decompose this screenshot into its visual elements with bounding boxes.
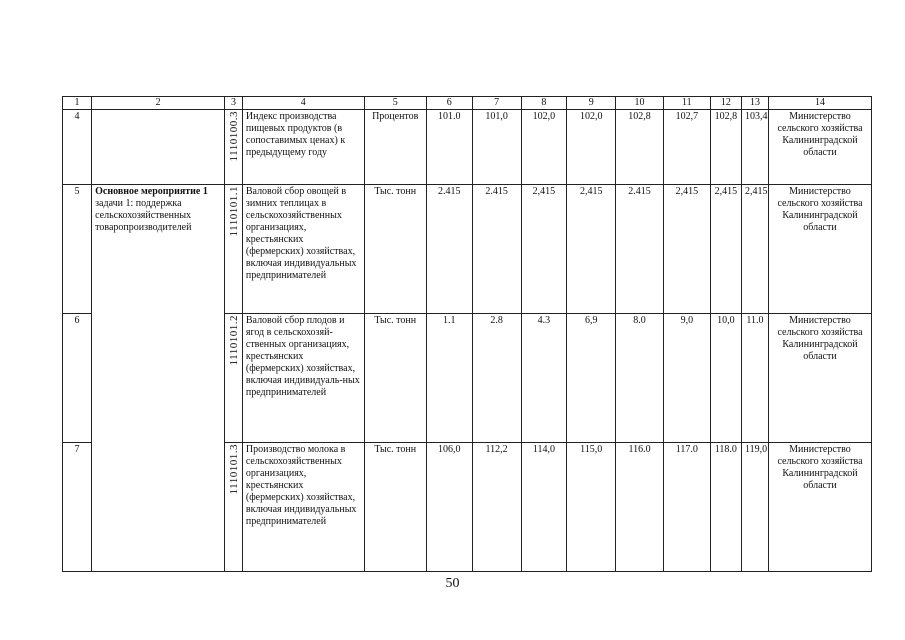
indicator-cell: Индекс производства пищевых продуктов (в сопоставимых ценах) к предыдущему году	[242, 110, 364, 185]
value-cell: 2.415	[616, 185, 664, 314]
indicator-code: 1110100.3	[228, 111, 241, 162]
value-cell: 2.415	[426, 185, 472, 314]
value-cell: 2,415	[663, 185, 710, 314]
header-cell: 6	[426, 97, 472, 110]
header-cell: 8	[521, 97, 567, 110]
unit-cell: Тыс. тонн	[364, 443, 426, 572]
indicator-cell: Валовой сбор овощей в зимних теплицах в сельскохозяйственных организациях, крестьянских (фермерских) хозяйствах, включая индивидуальных предпринимателей	[242, 185, 364, 314]
indicator-code: 1110101.3	[228, 444, 241, 495]
row-number: 6	[63, 314, 92, 443]
indicators-table	[62, 96, 872, 572]
value-cell: 106,0	[426, 443, 472, 572]
value-cell: 117.0	[663, 443, 710, 572]
unit-cell: Тыс. тонн	[364, 314, 426, 443]
value-cell: 2,415	[710, 185, 741, 314]
value-cell: 116.0	[616, 443, 664, 572]
indicator-code: 1110101.2	[228, 315, 241, 366]
event-cell	[92, 185, 225, 572]
header-cell: 5	[364, 97, 426, 110]
row-number: 7	[63, 443, 92, 572]
event-title: Основное мероприятие 1	[95, 186, 208, 197]
value-cell: 6,9	[567, 314, 616, 443]
code-cell	[225, 443, 243, 572]
value-cell: 4.3	[521, 314, 567, 443]
indicator-code: 1110101.1	[228, 186, 241, 237]
value-cell: 118.0	[710, 443, 741, 572]
header-cell: 10	[616, 97, 664, 110]
header-cell: 1	[63, 97, 92, 110]
row-number: 4	[63, 110, 92, 185]
event-description: задачи 1: поддержка сельскохозяйственных товаропроизводителей	[95, 198, 192, 233]
header-cell: 12	[710, 97, 741, 110]
value-cell: 2.415	[472, 185, 521, 314]
responsible-cell: Министерство сельского хозяйства Калининградской области	[768, 185, 871, 314]
responsible-cell: Министерство сельского хозяйства Калининградской области	[768, 443, 871, 572]
code-cell	[225, 314, 243, 443]
value-cell: 1.1	[426, 314, 472, 443]
table-row	[63, 185, 872, 314]
header-cell: 11	[663, 97, 710, 110]
value-cell: 119,0	[741, 443, 768, 572]
row-number: 5	[63, 185, 92, 314]
value-cell: 11.0	[741, 314, 768, 443]
unit-cell: Тыс. тонн	[364, 185, 426, 314]
value-cell: 9,0	[663, 314, 710, 443]
header-cell: 14	[768, 97, 871, 110]
header-cell: 3	[225, 97, 243, 110]
page-number: 50	[445, 576, 460, 591]
code-cell	[225, 110, 243, 185]
value-cell: 2,415	[741, 185, 768, 314]
value-cell: 102,8	[616, 110, 664, 185]
value-cell: 115,0	[567, 443, 616, 572]
value-cell: 2,415	[521, 185, 567, 314]
responsible-cell: Министерство сельского хозяйства Калининградской области	[768, 110, 871, 185]
value-cell: 2,415	[567, 185, 616, 314]
unit-cell: Процентов	[364, 110, 426, 185]
header-cell: 9	[567, 97, 616, 110]
header-cell: 2	[92, 97, 225, 110]
indicator-cell: Производство молока в сельскохозяйственных организациях, крестьянских (фермерских) хозяйствах, включая индивидуальных предпринимателей	[242, 443, 364, 572]
value-cell: 101.0	[426, 110, 472, 185]
header-cell: 7	[472, 97, 521, 110]
value-cell: 10,0	[710, 314, 741, 443]
value-cell: 101,0	[472, 110, 521, 185]
value-cell: 103,4	[741, 110, 768, 185]
value-cell: 2.8	[472, 314, 521, 443]
table-row	[63, 110, 872, 185]
value-cell: 102,7	[663, 110, 710, 185]
value-cell: 102,0	[567, 110, 616, 185]
value-cell: 112,2	[472, 443, 521, 572]
value-cell: 114,0	[521, 443, 567, 572]
value-cell: 102,0	[521, 110, 567, 185]
code-cell	[225, 185, 243, 314]
header-cell: 13	[741, 97, 768, 110]
header-row	[63, 97, 872, 110]
indicator-cell: Валовой сбор плодов и ягод в сельскохозяй-ственных организациях, крестьянских (фермерских) хозяйствах, включая индивидуаль-ных предпринимателей	[242, 314, 364, 443]
event-cell	[92, 110, 225, 185]
header-cell: 4	[242, 97, 364, 110]
responsible-cell: Министерство сельского хозяйства Калининградской области	[768, 314, 871, 443]
value-cell: 102,8	[710, 110, 741, 185]
value-cell: 8.0	[616, 314, 664, 443]
